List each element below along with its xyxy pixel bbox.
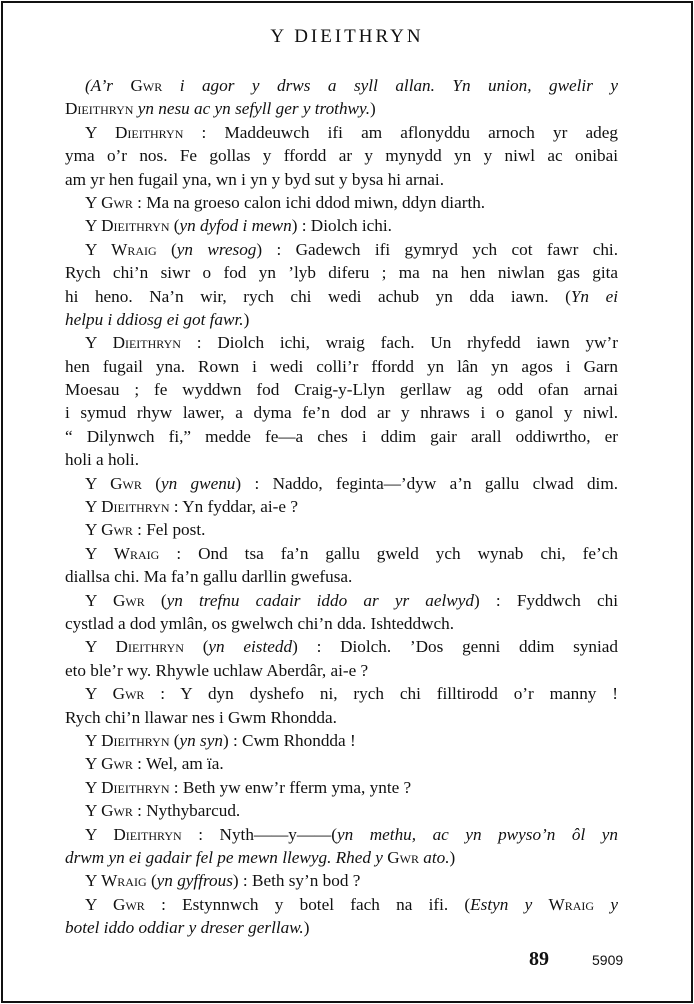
stage-direction: y xyxy=(594,894,618,914)
dialogue-text: eto ble’r wy. Rhywle uchlaw Aberdâr, ai-e ? xyxy=(65,660,369,680)
text-line xyxy=(65,495,618,518)
dialogue-text: Y xyxy=(85,801,102,821)
print-code: 5909 xyxy=(592,952,624,968)
speaker-name: Gwr xyxy=(112,684,145,704)
dialogue-text: Y xyxy=(85,894,114,914)
speaker-name: Wraig xyxy=(548,894,595,914)
text-line xyxy=(65,378,618,401)
stage-direction: yn methu, ac yn pwyso’n ôl yn xyxy=(337,824,618,844)
dialogue-text: Y xyxy=(85,497,102,517)
text-line xyxy=(65,799,618,822)
dialogue-text: ) : Beth sy’n bod ? xyxy=(232,871,361,891)
text-line xyxy=(65,448,618,471)
dialogue-text: diallsa chi. Ma fa’n gallu darllin gwefusa. xyxy=(65,567,353,587)
text-line xyxy=(65,285,618,308)
speaker-name: Wraig xyxy=(111,239,157,259)
stage-direction: yn wresog xyxy=(176,239,257,259)
text-line xyxy=(65,425,618,448)
dialogue-text: ) : Gadewch ifi gymryd ych cot fawr chi. xyxy=(256,239,618,259)
dialogue-text: ) : Diolch. ’Dos genni ddim syniad xyxy=(292,637,618,657)
dialogue-text: ( xyxy=(156,239,177,259)
speaker-name: Dieithryn xyxy=(101,730,170,750)
stage-direction: yn eistedd xyxy=(208,637,293,657)
text-line xyxy=(65,635,618,658)
dialogue-text: ( xyxy=(169,730,180,750)
text-line xyxy=(65,916,618,939)
dialogue-text: ) xyxy=(449,847,456,867)
text-line xyxy=(65,752,618,775)
dialogue-text: : Yn fyddar, ai-e ? xyxy=(169,497,298,517)
stage-direction: (A’r xyxy=(85,76,131,95)
dialogue-text: Rych chi’n llawar nes i Gwm Rhondda. xyxy=(65,707,337,727)
stage-direction: botel iddo oddiar y dreser gerllaw. xyxy=(65,918,304,938)
dialogue-text: Y xyxy=(85,520,102,540)
dialogue-text: holi a holi. xyxy=(65,450,139,470)
dialogue-text: Y xyxy=(85,216,102,236)
speaker-name: Dieithryn xyxy=(113,824,182,844)
text-line xyxy=(65,355,618,378)
text-line xyxy=(65,97,618,120)
text-line xyxy=(65,331,618,354)
text-line xyxy=(65,261,618,284)
speaker-name: Dieithryn xyxy=(101,777,170,797)
dialogue-text: hi heno. Na’n wir, rych chi wedi achub yn dda iawn. ( xyxy=(65,286,571,306)
dialogue-text: Y xyxy=(85,192,102,212)
dialogue-text: ( xyxy=(141,473,161,493)
text-line xyxy=(65,238,618,261)
text-line xyxy=(65,214,618,237)
text-line xyxy=(65,472,618,495)
dialogue-text: : Fel post. xyxy=(132,520,206,540)
dialogue-text: : Beth yw enw’r fferm yma, ynte ? xyxy=(169,777,412,797)
speaker-name: Dieithryn xyxy=(101,216,170,236)
dialogue-text: : Estynnwch y botel fach na ifi. ( xyxy=(144,894,471,914)
dialogue-text: Y xyxy=(85,473,111,493)
stage-direction: helpu i ddiosg ei got fawr. xyxy=(65,309,244,329)
dialogue-text: Rych chi’n siwr o fod yn ’lyb diferu ; ma na hen niwlan gas gita xyxy=(65,263,618,283)
dialogue-text: ) xyxy=(243,309,250,329)
speaker-name: Gwr xyxy=(101,754,133,774)
dialogue-text: am yr hen fugail yna, wn i yn y byd sut y bysa hi arnai. xyxy=(65,169,445,189)
stage-direction: yn gyffrous xyxy=(156,871,233,891)
speaker-name: Dieithryn xyxy=(65,99,134,119)
dialogue-text: Y xyxy=(85,590,113,610)
stage-direction: drwm yn ei gadair fel pe mewn llewyg. Rhed y xyxy=(65,847,388,867)
stage-direction: yn trefnu cadair iddo ar yr aelwyd xyxy=(166,590,474,610)
text-line xyxy=(65,706,618,729)
speaker-name: Dieithryn xyxy=(101,497,170,517)
speaker-name: Gwr xyxy=(130,76,163,95)
dialogue-text: : Ma na groeso calon ichi ddod miwn, ddyn diarth. xyxy=(132,192,486,212)
text-line xyxy=(65,74,618,97)
dialogue-text: ) : Naddo, feginta—’dyw a’n gallu clwad dim. xyxy=(235,473,618,493)
dialogue-text: ( xyxy=(183,637,209,657)
dialogue-text: Moesau ; fe wyddwn fod Craig-y-Llyn gerllaw ag odd ofan arnai xyxy=(65,380,618,400)
dialogue-text: Y xyxy=(85,871,102,891)
text-line xyxy=(65,682,618,705)
speaker-name: Gwr xyxy=(101,801,133,821)
text-line xyxy=(65,308,618,331)
speaker-name: Gwr xyxy=(112,590,145,610)
text-line xyxy=(65,168,618,191)
dialogue-text: Y xyxy=(85,777,102,797)
speaker-name: Wraig xyxy=(101,871,147,891)
dialogue-text: Y xyxy=(85,684,113,704)
text-line xyxy=(65,893,618,916)
dialogue-text: ) : Fyddwch chi xyxy=(474,590,618,610)
page-number: 89 xyxy=(529,948,549,970)
stage-direction: Estyn y xyxy=(470,894,549,914)
dialogue-text: Y xyxy=(85,824,114,844)
text-line xyxy=(65,659,618,682)
speaker-name: Gwr xyxy=(113,894,145,914)
text-line xyxy=(65,401,618,424)
speaker-name: Gwr xyxy=(101,192,133,212)
text-line xyxy=(65,612,618,635)
speaker-name: Dieithryn xyxy=(114,122,184,142)
text-line xyxy=(65,518,618,541)
dialogue-text: “ Dilynwch fi,” medde fe—a ches i ddim gair arall oddiwrtho, er xyxy=(65,426,618,446)
speaker-name: Gwr xyxy=(101,520,133,540)
dialogue-text: : Maddeuwch ifi am aflonyddu arnoch yr adeg xyxy=(183,122,618,142)
stage-direction: ato. xyxy=(418,847,450,867)
stage-direction: i agor y drws a syll allan. Yn union, gwelir y xyxy=(162,76,618,95)
text-line xyxy=(65,823,618,846)
dialogue-text: Y xyxy=(85,122,115,142)
dialogue-text: : Wel, am ïa. xyxy=(132,754,224,774)
speaker-name: Dieithryn xyxy=(112,333,181,353)
text-line xyxy=(65,846,618,869)
stage-direction: yn nesu ac yn sefyll ger y trothwy. xyxy=(133,99,370,119)
dialogue-text: ) : Cwm Rhondda ! xyxy=(222,730,356,750)
speaker-name: Gwr xyxy=(110,473,142,493)
text-line xyxy=(65,869,618,892)
dialogue-text: yma o’r nos. Fe gollas y ffordd ar y mynydd yn y niwl ac onibai xyxy=(65,146,618,166)
page-title: Y DIEITHRYN xyxy=(270,26,424,47)
text-line xyxy=(65,191,618,214)
dialogue-text: Y xyxy=(85,543,114,563)
text-line xyxy=(65,121,618,144)
text-line xyxy=(65,776,618,799)
dialogue-text: : Y dyn dyshefo ni, rych chi filltirodd o’r manny ! xyxy=(144,684,618,704)
dialogue-text: ) xyxy=(303,918,310,938)
dialogue-text: hen fugail yna. Rown i wedi colli’r ffordd yn lân yn agos i Garn xyxy=(65,356,618,376)
dialogue-text: cystlad a dod ymlân, os gwelwch chi’n dda. Ishteddwch. xyxy=(65,613,455,633)
dialogue-text: Y xyxy=(85,333,113,353)
dialogue-text: ) xyxy=(370,99,376,119)
dialogue-text: Y xyxy=(85,754,102,774)
dialogue-text: : Nythybarcud. xyxy=(132,801,241,821)
dialogue-text: i symud rhyw lawer, a dyma fe’n dod ar y nhraws i o ganol y niwl. xyxy=(65,403,618,423)
speaker-name: Gwr xyxy=(387,847,419,867)
dialogue-text: ( xyxy=(169,216,180,236)
dialogue-text: Y xyxy=(85,730,102,750)
dialogue-text: ) : Diolch ichi. xyxy=(291,216,392,236)
text-line xyxy=(65,589,618,612)
text-line xyxy=(65,729,618,752)
text-line xyxy=(65,144,618,167)
stage-direction: yn gwenu xyxy=(160,473,236,493)
dialogue-text: : Ond tsa fa’n gallu gweld ych wynab chi, fe’ch xyxy=(159,543,618,563)
stage-direction: yn syn xyxy=(179,730,223,750)
dialogue-text: ( xyxy=(146,871,157,891)
stage-direction: yn dyfod i mewn xyxy=(179,216,292,236)
text-line xyxy=(65,565,618,588)
dialogue-text: : Nyth——y——( xyxy=(181,824,337,844)
text-line xyxy=(65,542,618,565)
speaker-name: Dieithryn xyxy=(115,637,184,657)
dialogue-text: Y xyxy=(85,239,112,259)
speaker-name: Wraig xyxy=(113,543,160,563)
play-text xyxy=(65,74,618,939)
dialogue-text: : Diolch ichi, wraig fach. Un rhyfedd iawn yw’r xyxy=(180,333,618,353)
dialogue-text: ( xyxy=(144,590,167,610)
dialogue-text: Y xyxy=(85,637,116,657)
stage-direction: Yn ei xyxy=(570,286,618,306)
